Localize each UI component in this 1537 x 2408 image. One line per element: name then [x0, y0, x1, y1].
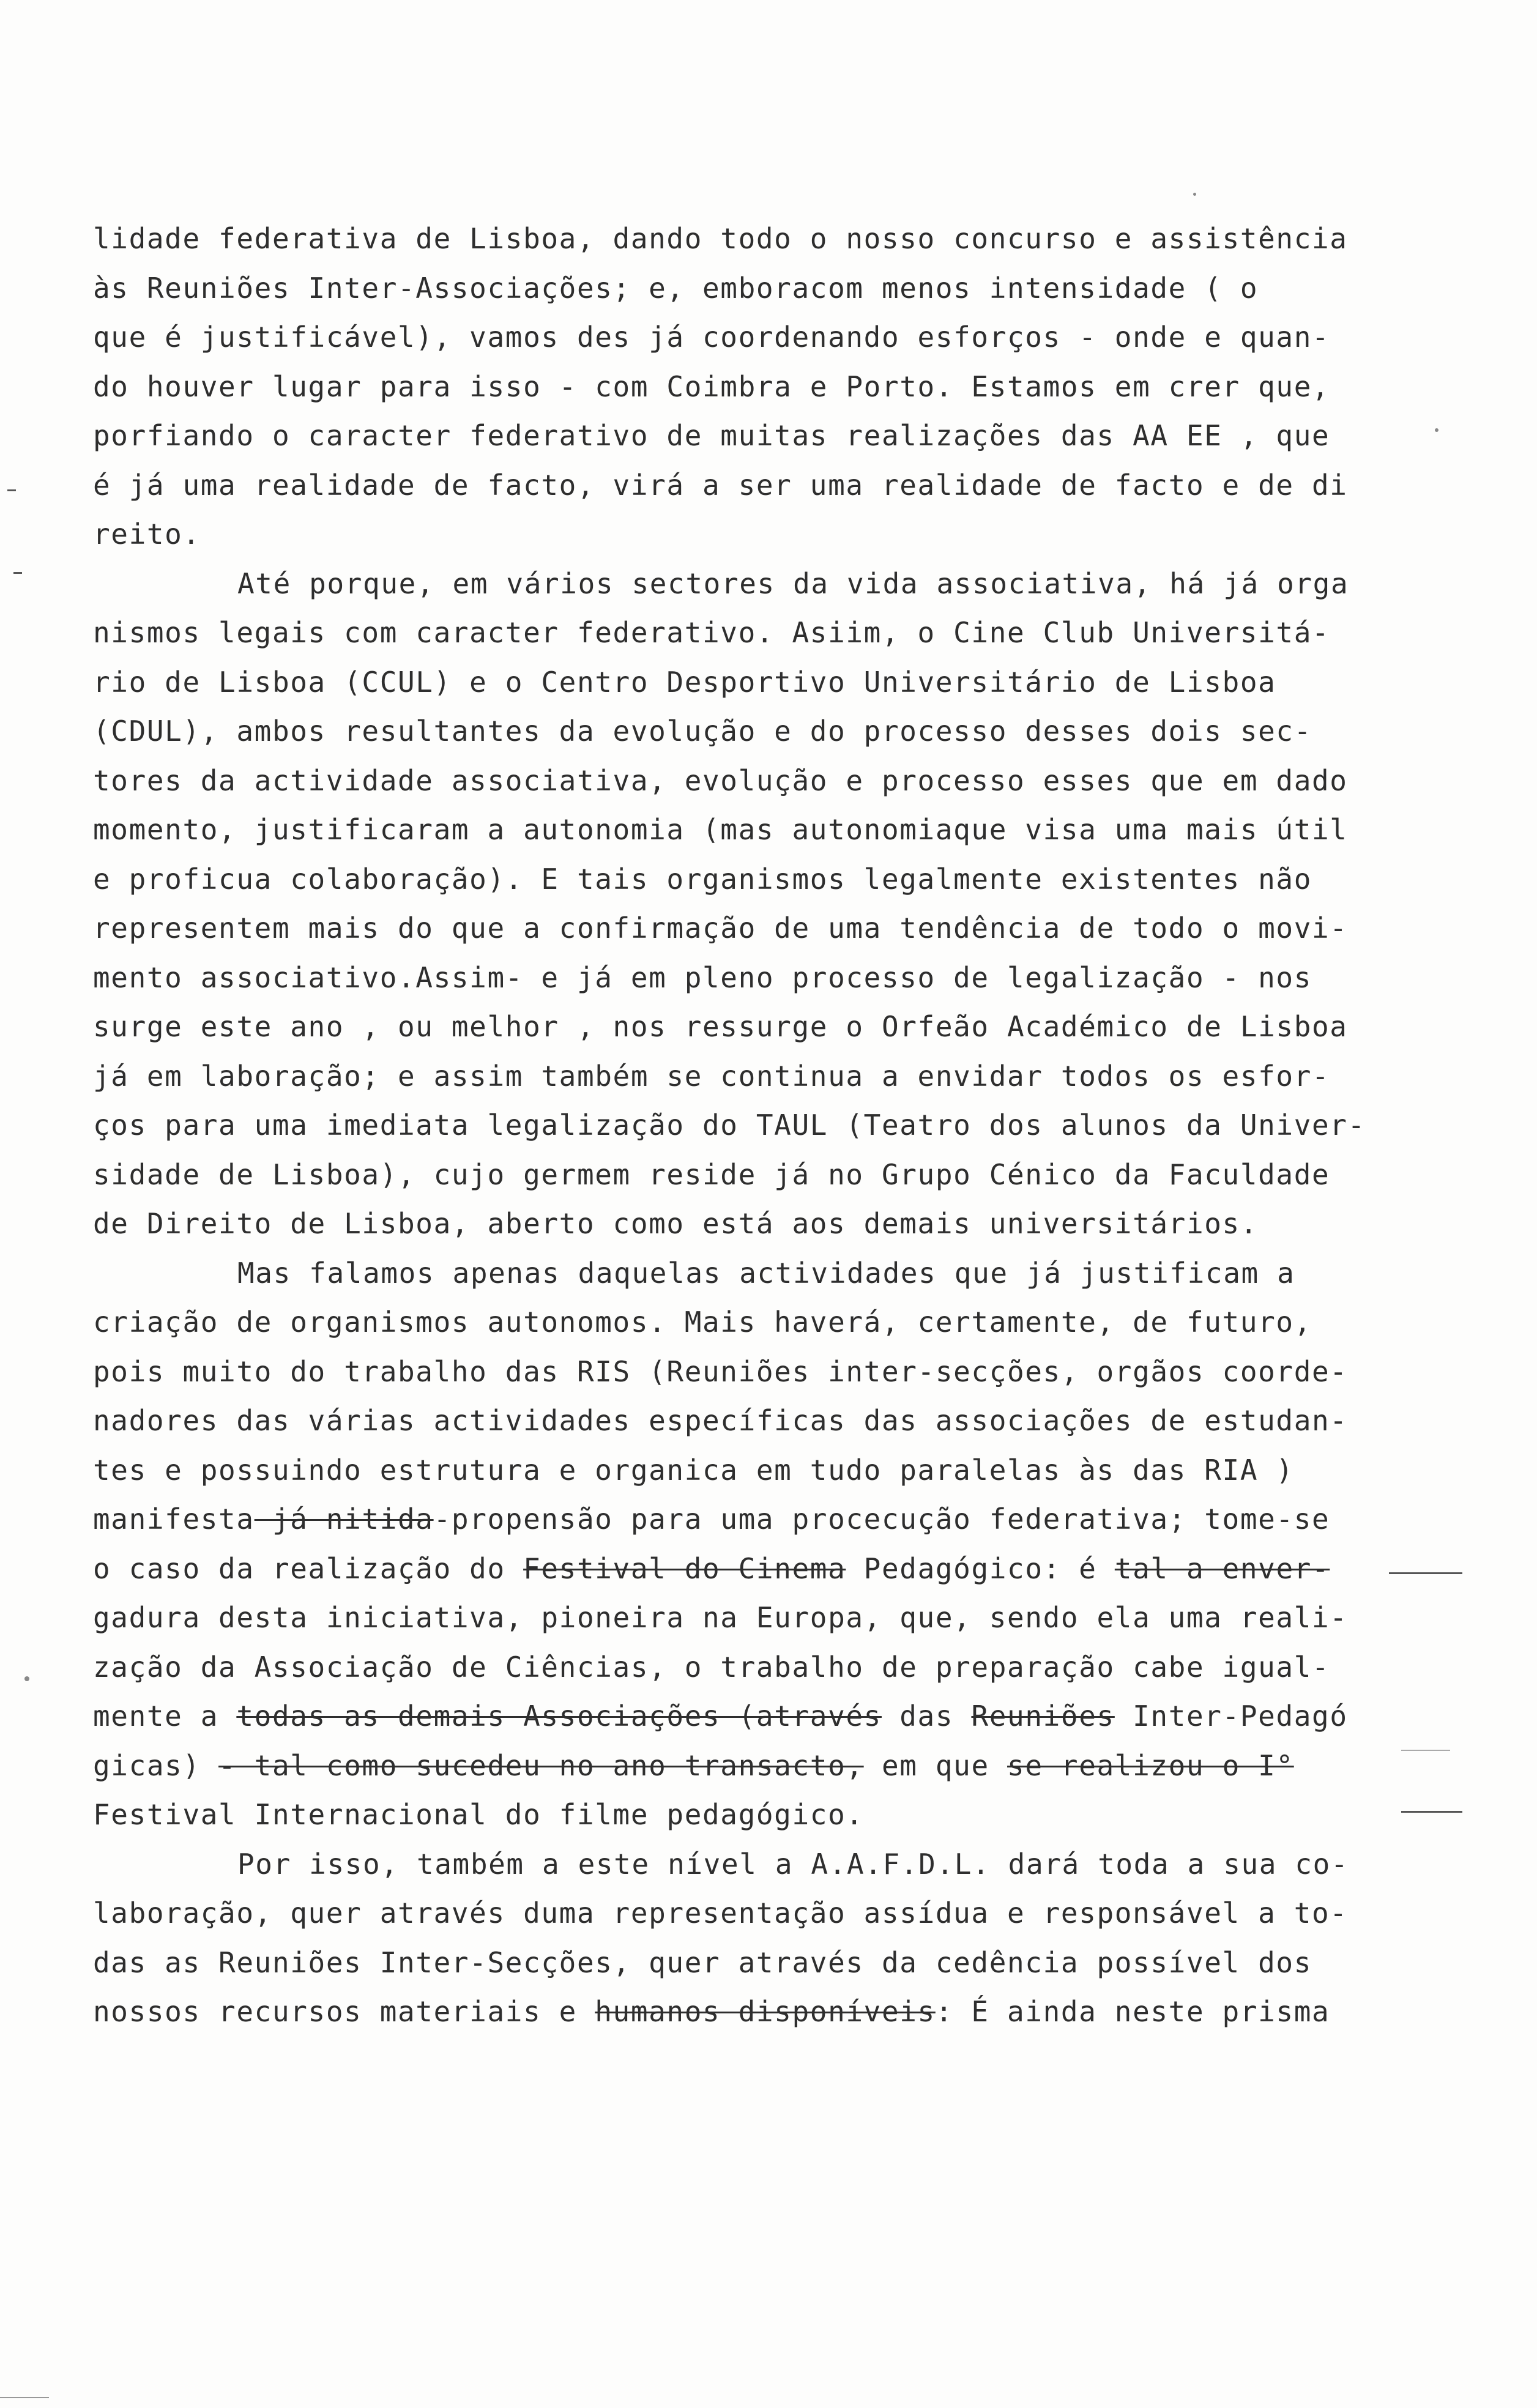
text-line: mento associativo.Assim- e já em pleno processo de legalização - nos	[93, 961, 1312, 994]
text-line: Mas falamos apenas daquelas actividades que já justificam a	[237, 1256, 1295, 1290]
scan-speck	[1435, 428, 1438, 432]
margin-mark	[1389, 1572, 1462, 1574]
text-line	[93, 1692, 1390, 1741]
text-line: que é justificável), vamos des já coordenando esforços - onde e quan-	[93, 321, 1330, 354]
text-line: nadores das várias actividades específicas das associações de estudan-	[93, 1404, 1348, 1437]
text-run: manifesta	[93, 1503, 255, 1536]
struck-text: todas as demais Associações (através	[236, 1700, 882, 1733]
text-line: (CDUL), ambos resultantes da evolução e do processo desses dois sec-	[93, 715, 1312, 748]
text-line: Até porque, em vários sectores da vida associativa, há já orga	[237, 567, 1349, 600]
text-line: ços para uma imediata legalização do TAUL (Teatro dos alunos da Univer-	[93, 1109, 1366, 1142]
margin-mark	[13, 572, 22, 574]
text-line: do houver lugar para isso - com Coimbra e Porto. Estamos em crer que,	[93, 370, 1330, 403]
text-line: sidade de Lisboa), cujo germem reside já no Grupo Cénico da Faculdade	[93, 1158, 1330, 1191]
text-line	[93, 1544, 1390, 1594]
text-line: tes e possuindo estrutura e organica em tudo paralelas às das RIA )	[93, 1453, 1294, 1487]
scan-speck	[1193, 193, 1196, 196]
struck-text: se realizou o I°	[1007, 1748, 1294, 1782]
scan-speck	[24, 1676, 29, 1681]
text-run: mente a	[93, 1700, 237, 1733]
text-run: em que	[863, 1748, 1008, 1782]
text-line: laboração, quer através duma representação assídua e responsável a to-	[93, 1897, 1348, 1930]
text-line: de Direito de Lisboa, aberto como está aos demais universitários.	[93, 1207, 1259, 1240]
struck-text: tal a enver-	[1114, 1551, 1330, 1585]
text-line: surge este ano , ou melhor , nos ressurge o Orfeão Académico de Lisboa	[93, 1010, 1348, 1043]
margin-mark	[1401, 1750, 1450, 1751]
struck-text: Festival do Cinema	[523, 1551, 846, 1585]
text-line: criação de organismos autonomos. Mais haverá, certamente, de futuro,	[93, 1306, 1312, 1339]
text-line: às Reuniões Inter-Associações; e, emboracom menos intensidade ( o	[93, 271, 1259, 305]
text-run: Inter-Pedagó	[1114, 1700, 1348, 1733]
text-line: nismos legais com caracter federativo. Asiim, o Cine Club Universitá-	[93, 616, 1330, 649]
text-line: já em laboração; e assim também se continua a envidar todos os esfor-	[93, 1059, 1330, 1093]
text-line: rio de Lisboa (CCUL) e o Centro Desportivo Universitário de Lisboa	[93, 665, 1276, 699]
text-run: gicas)	[93, 1748, 219, 1782]
text-line: Por isso, também a este nível a A.A.F.D.L. dará toda a sua co-	[237, 1847, 1349, 1881]
text-line: gadura desta iniciativa, pioneira na Europa, que, sendo ela uma reali-	[93, 1601, 1348, 1634]
text-run: o caso da realização do	[93, 1551, 524, 1585]
text-line: momento, justificaram a autonomia (mas autonomiaque visa uma mais útil	[93, 813, 1348, 846]
text-line: representem mais do que a confirmação de uma tendência de todo o movi-	[93, 912, 1348, 945]
text-line: e proficua colaboração). E tais organismos legalmente existentes não	[93, 862, 1312, 896]
text-line: tores da actividade associativa, evolução e processo esses que em dado	[93, 764, 1348, 797]
text-line: Festival Internacional do filme pedagógico.	[93, 1798, 864, 1831]
struck-text: humanos disponíveis	[595, 1995, 936, 2028]
text-line	[93, 1741, 1390, 1791]
text-line: lidade federativa de Lisboa, dando todo o nosso concurso e assistência	[93, 222, 1348, 255]
text-line: é já uma realidade de facto, virá a ser uma realidade de facto e de di	[93, 468, 1348, 502]
text-run: nossos recursos materiais e	[93, 1995, 595, 2028]
margin-mark	[1401, 1811, 1462, 1813]
text-line: reito.	[93, 518, 201, 551]
document-body	[93, 214, 1390, 2037]
bottom-rule	[0, 2397, 49, 2398]
struck-text: Reuniões	[971, 1700, 1115, 1733]
margin-mark	[7, 489, 16, 491]
text-line: zação da Associação de Ciências, o trabalho de preparação cabe igual-	[93, 1650, 1330, 1684]
text-run: Pedagógico: é	[846, 1551, 1115, 1585]
text-run: : É ainda neste prisma	[935, 1995, 1330, 2028]
text-line	[93, 1987, 1390, 2037]
struck-text: já nitida	[254, 1503, 434, 1536]
text-run: das	[881, 1700, 972, 1733]
text-run: -propensão para uma procecução federativa; tome-se	[433, 1503, 1330, 1536]
struck-text: - tal como sucedeu no ano transacto,	[218, 1748, 864, 1782]
text-line: pois muito do trabalho das RIS (Reuniões inter-secções, orgãos coorde-	[93, 1354, 1348, 1388]
text-line: das as Reuniões Inter-Secções, quer através da cedência possível dos	[93, 1945, 1312, 1979]
text-line: porfiando o caracter federativo de muitas realizações das AA EE , que	[93, 419, 1330, 452]
text-line	[93, 1495, 1390, 1544]
